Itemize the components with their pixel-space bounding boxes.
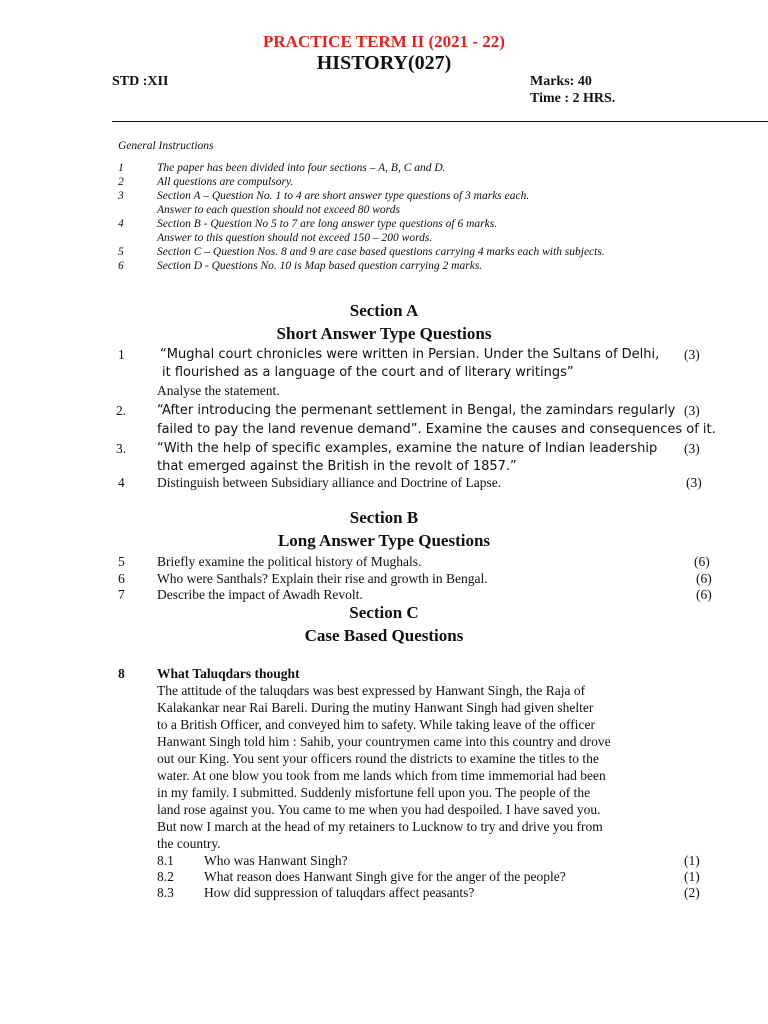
exam-term-title: PRACTICE TERM II (2021 - 22) — [263, 32, 505, 51]
question-number: 2. — [116, 403, 127, 418]
question-marks: (6) — [696, 587, 712, 602]
question-number: 4 — [118, 475, 125, 490]
passage-line: the country. — [157, 836, 221, 851]
question-marks: (3) — [684, 403, 700, 418]
header-divider — [112, 121, 768, 122]
question-marks: (3) — [684, 441, 700, 456]
instruction-text: Section B - Question No 5 to 7 are long answer type questions of 6 marks. — [157, 218, 498, 230]
instruction-number: 4 — [118, 218, 124, 230]
question-text: failed to pay the land revenue demand”. Examine the causes and consequences of it. — [157, 422, 716, 437]
section-a-title: Section A — [349, 301, 419, 320]
instruction-text: Answer to each question should not exceed 80 words — [157, 204, 400, 216]
question-text: Describe the impact of Awadh Revolt. — [157, 587, 363, 602]
instruction-text: The paper has been divided into four sections – A, B, C and D. — [157, 162, 446, 174]
passage-line: Kalakankar near Rai Bareli. During the mutiny Hanwant Singh had given shelter — [157, 700, 594, 715]
sub-question-marks: (2) — [684, 885, 700, 900]
passage-line: water. At one blow you took from me lands which from time immemorial had been — [157, 768, 606, 783]
question-number: 3. — [116, 441, 127, 456]
question-text: “With the help of specific examples, examine the nature of Indian leadership — [157, 441, 658, 456]
passage-line: But now I march at the head of my retainers to Lucknow to try and drive you from — [157, 819, 603, 834]
instruction-number: 2 — [118, 176, 124, 188]
instruction-text: All questions are compulsory. — [157, 176, 294, 188]
section-b-title: Section B — [349, 508, 419, 527]
passage-line: to a British Officer, and conveyed him to safety. While taking leave of the officer — [157, 717, 595, 732]
question-number: 8 — [118, 666, 125, 681]
question-text: it flourished as a language of the court and of literary writings” — [162, 365, 574, 380]
case-heading: What Taluqdars thought — [157, 666, 300, 681]
instruction-number: 3 — [118, 190, 124, 202]
question-text: “After introducing the permenant settlement in Bengal, the zamindars regularly — [157, 403, 676, 418]
instruction-number: 5 — [118, 246, 124, 258]
sub-question-text: What reason does Hanwant Singh give for the anger of the people? — [204, 869, 566, 884]
question-number: 1 — [118, 347, 125, 362]
question-marks: (6) — [694, 554, 710, 569]
section-c-title: Section C — [349, 603, 419, 622]
sub-question-text: How did suppression of taluqdars affect peasants? — [204, 885, 475, 900]
section-b-subtitle: Long Answer Type Questions — [277, 531, 491, 550]
instruction-number: 6 — [118, 260, 124, 272]
question-text: Analyse the statement. — [157, 383, 280, 398]
passage-line: Hanwant Singh told him : Sahib, your countrymen came into this country and drove — [157, 734, 611, 749]
question-number: 7 — [118, 587, 125, 602]
sub-question-marks: (1) — [684, 869, 700, 884]
question-text: Briefly examine the political history of Mughals. — [157, 554, 422, 569]
sub-question-number: 8.1 — [157, 853, 174, 868]
instructions-heading: General Instructions — [118, 140, 214, 152]
instruction-text: Section A – Question No. 1 to 4 are short answer type questions of 3 marks each. — [157, 190, 530, 202]
sub-question-text: Who was Hanwant Singh? — [204, 853, 348, 868]
sub-question-number: 8.2 — [157, 869, 174, 884]
marks-label: Marks: 40 — [530, 74, 592, 89]
sub-question-marks: (1) — [684, 853, 700, 868]
instruction-text: Section D - Questions No. 10 is Map based question carrying 2 marks. — [157, 260, 483, 272]
instruction-text: Answer to this question should not exceed 150 – 200 words. — [157, 232, 433, 244]
instruction-number: 1 — [118, 162, 124, 174]
sub-question-number: 8.3 — [157, 885, 174, 900]
section-a-subtitle: Short Answer Type Questions — [276, 324, 492, 343]
passage-line: The attitude of the taluqdars was best expressed by Hanwant Singh, the Raja of — [157, 683, 586, 698]
time-label: Time : 2 HRS. — [530, 91, 616, 106]
passage-line: in my family. I submitted. Suddenly misfortune fell upon you. The people of the — [157, 785, 591, 800]
question-text: Who were Santhals? Explain their rise and growth in Bengal. — [157, 571, 488, 586]
passage-line: out our King. You sent your officers round the districts to examine the titles to the — [157, 751, 599, 766]
question-text: that emerged against the British in the revolt of 1857.” — [157, 459, 517, 474]
instruction-text: Section C – Question Nos. 8 and 9 are case based questions carrying 4 marks each with subjects. — [157, 246, 605, 258]
section-c-subtitle: Case Based Questions — [304, 626, 464, 645]
question-number: 5 — [118, 554, 125, 569]
question-marks: (6) — [696, 571, 712, 586]
question-marks: (3) — [686, 475, 702, 490]
question-marks: (3) — [684, 347, 700, 362]
std-label: STD :XII — [112, 74, 169, 89]
question-text: Distinguish between Subsidiary alliance and Doctrine of Lapse. — [157, 475, 502, 490]
passage-line: land rose against you. You came to me when you had despoiled. I have saved you. — [157, 802, 601, 817]
subject-title: HISTORY(027) — [316, 52, 452, 74]
question-number: 6 — [118, 571, 125, 586]
question-text: “Mughal court chronicles were written in Persian. Under the Sultans of Delhi, — [160, 347, 660, 362]
